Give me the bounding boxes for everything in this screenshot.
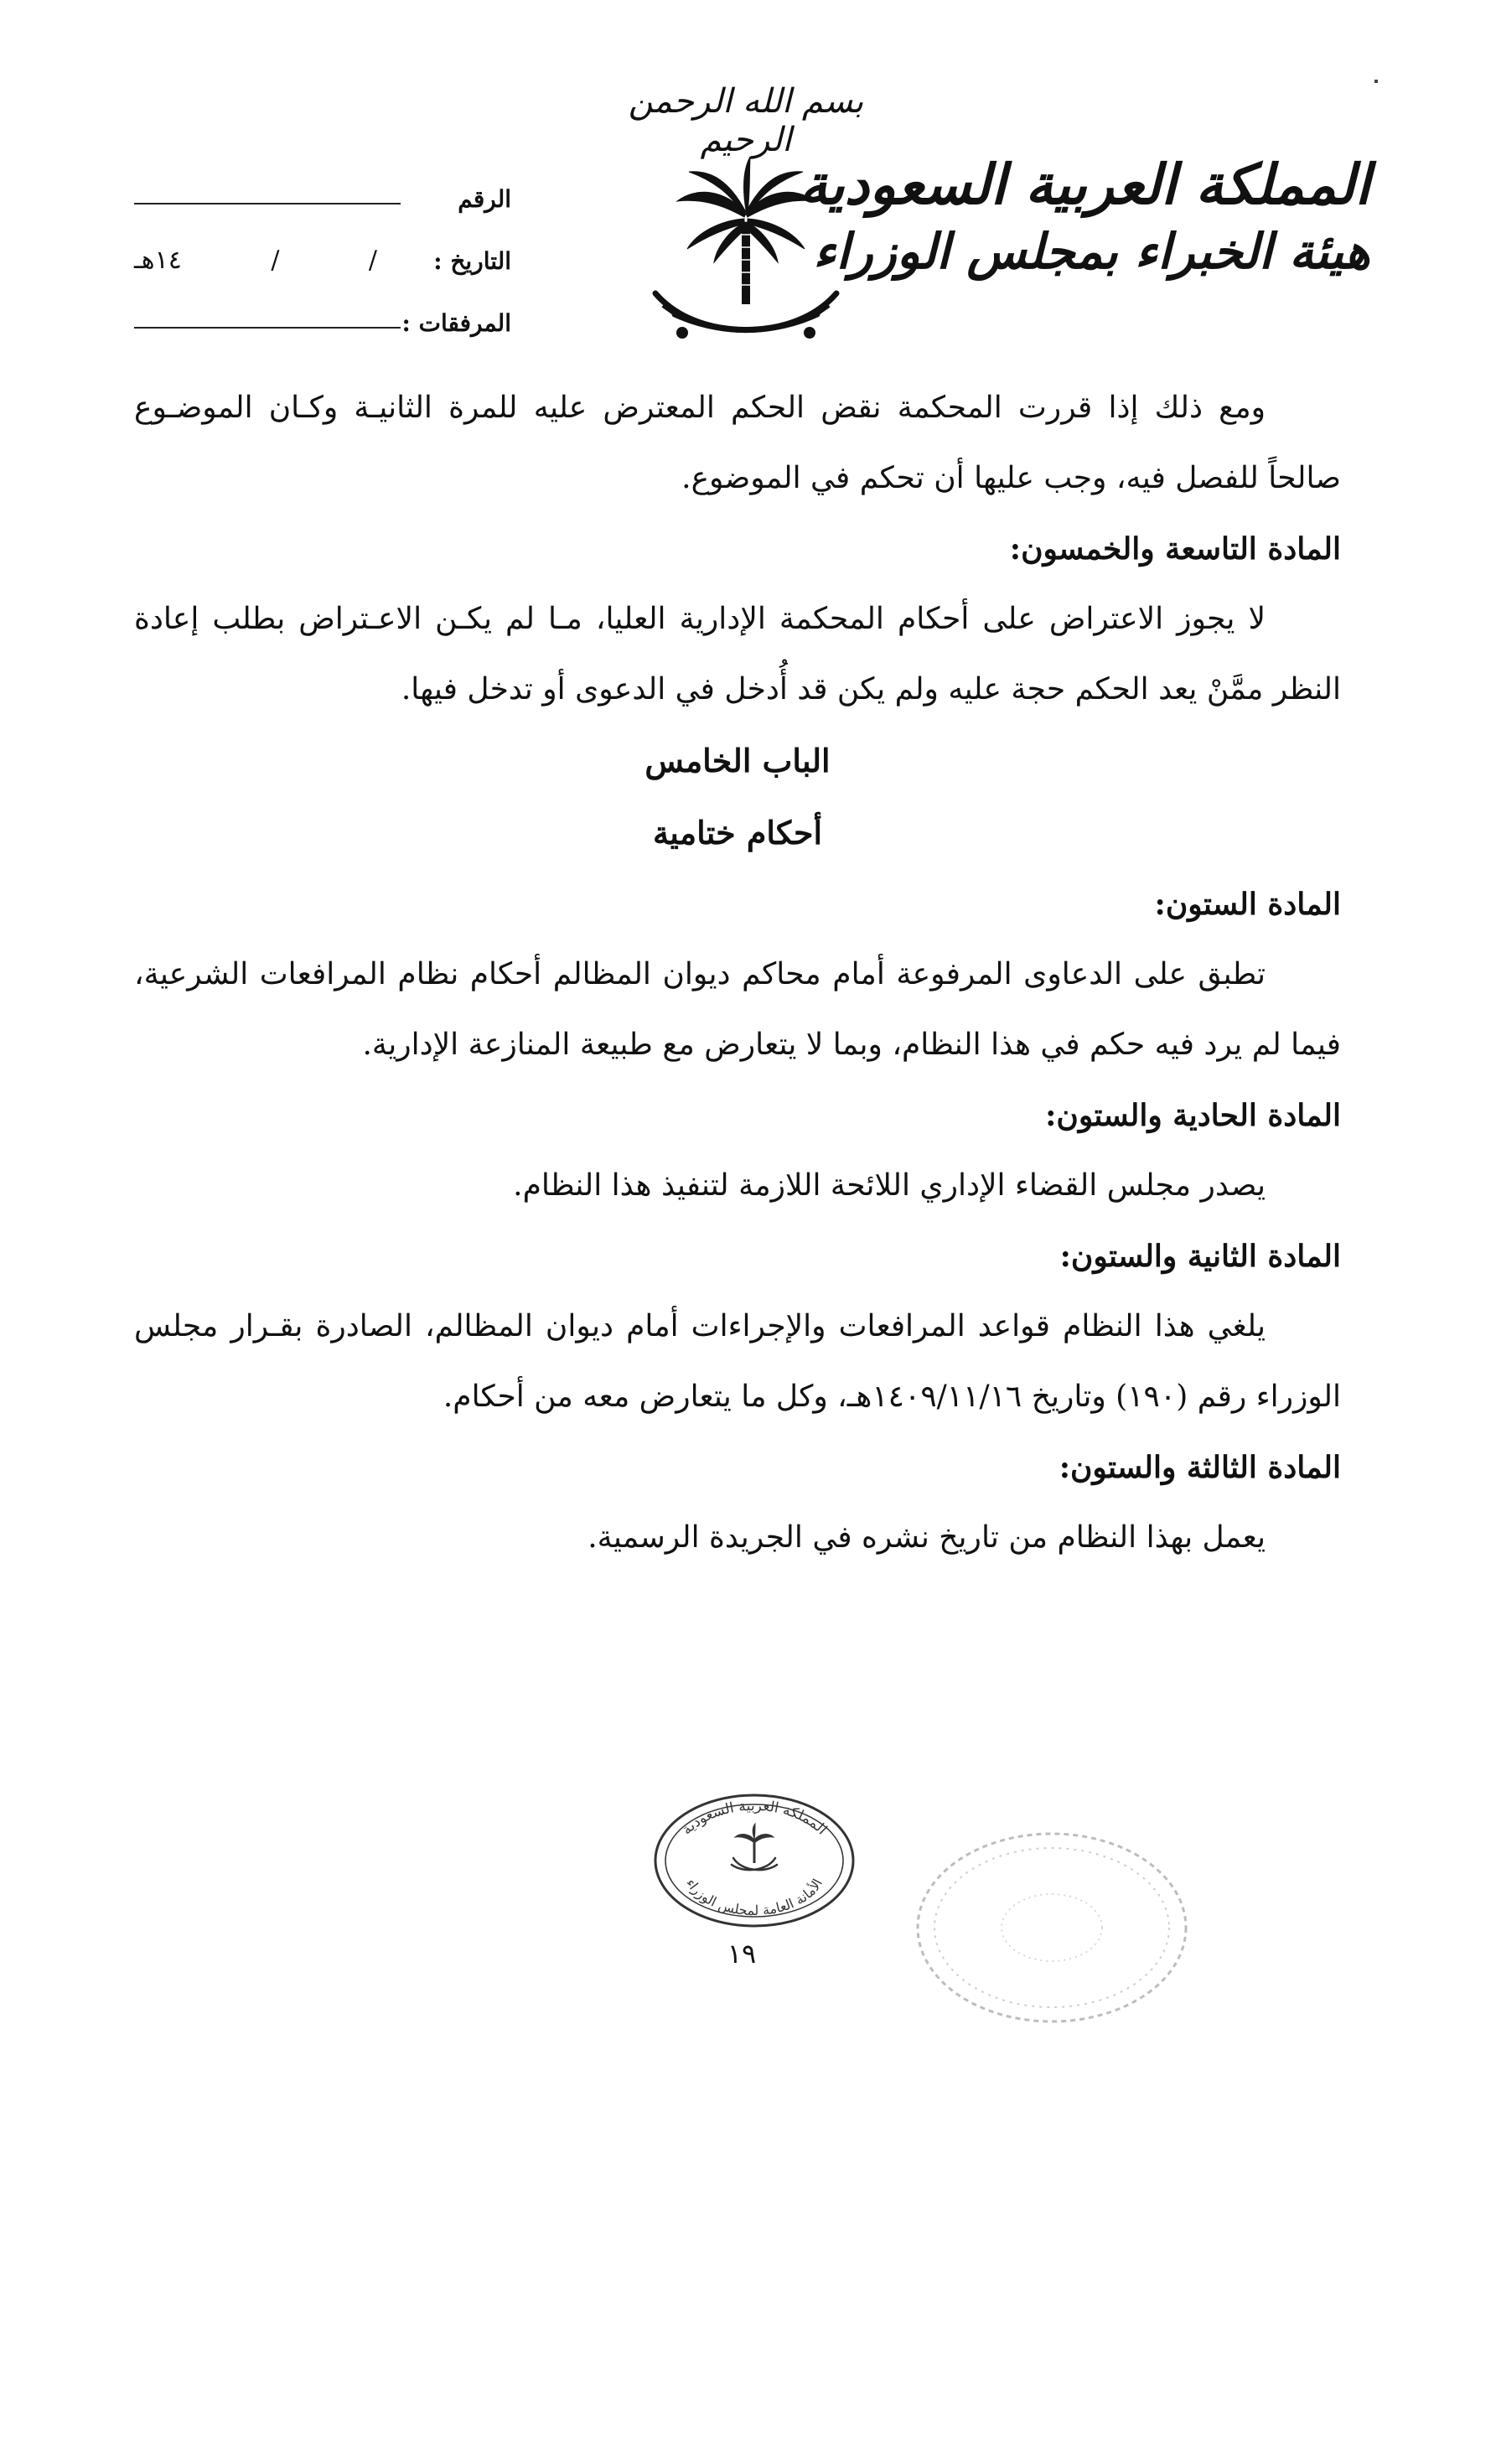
paragraph-continuation: ومع ذلك إذا قررت المحكمة نقض الحكم المعترض عليه للمرة الثانيـة وكـان الموضـوع صالحاً للفصل فيه، وجب عليها أن تحكم في الموضوع. [134,391,1341,495]
org-name-line2: هيئة الخبراء بمجلس الوزراء [813,223,1370,280]
article-62-title: المادة الثانية والستون: [1059,1239,1341,1274]
page-number: ١٩ [727,1938,757,1970]
svg-text:الأمانة العامة لمجلس الوزراء [683,1876,826,1918]
article-60-text: تطبق على الدعاوى المرفوعة أمام محاكم ديوان المظالم أحكام نظام المرافعات الشرعية، فيما لم يرد فيه حكم في هذا النظام، وبما لا يتعارض مع طبيعة المنازعة الإدارية. [134,957,1341,1062]
scan-speck [1374,80,1378,83]
chapter-subtitle: أحكام ختامية [652,814,823,852]
document-body [134,373,1341,1573]
ref-attachments-label: المرفقات : [401,309,511,337]
official-stamp [650,1789,859,1932]
faint-stamp [909,1823,1194,2032]
article-59-title: المادة التاسعة والخمسون: [1009,531,1341,567]
stamp-bottom-text: الأمانة العامة لمجلس الوزراء [682,1876,826,1919]
reference-fields [109,151,511,337]
article-60-title: المادة الستون: [1154,887,1341,922]
ref-number-row [109,151,511,213]
chapter-title: الباب الخامس [644,742,831,779]
article-62-text: يلغي هذا النظام قواعد المرافعات والإجراءات أمام ديوان المظالم، الصادرة بقـرار مجلس الوزراء رقم (١٩٠) وتاريخ ١٤٠٩/١١/١٦هـ، وكل ما يتعارض معه من أحكام. [134,1309,1341,1414]
ref-attachments-row [109,275,511,337]
stamp-top-text: المملكة العربية السعودية [678,1797,831,1839]
article-63-title: المادة الثالثة والستون: [1059,1450,1341,1485]
ref-number-blank [134,201,401,204]
date-year-suffix: ١٤هـ [134,246,182,275]
date-sep-1: / [368,246,377,275]
ref-date-blank [109,246,411,275]
organization-header [799,149,1370,283]
article-61-text: يصدر مجلس القضاء الإداري اللائحة اللازمة لتنفيذ هذا النظام. [513,1168,1266,1203]
org-name-line1: المملكة العربية السعودية [799,152,1370,217]
ref-attachments-blank [134,325,401,329]
ref-date-label: التاريخ : [433,247,511,275]
article-63-text: يعمل بهذا النظام من تاريخ نشره في الجريدة الرسمية. [588,1520,1266,1555]
article-61-title: المادة الحادية والستون: [1045,1098,1341,1133]
date-sep-2: / [271,246,280,275]
article-59-text: لا يجوز الاعتراض على أحكام المحكمة الإدارية العليا، مـا لم يكـن الاعـتراض بطلب إعادة النظر ممَّنْ يعد الحكم حجة عليه ولم يكن قد أُدخل في الدعوى أو تدخل فيها. [134,602,1341,707]
ref-number-label: الرقم [458,185,511,213]
ref-date-row [109,213,511,275]
basmala: بسم الله الرحمن الرحيم [628,82,864,159]
